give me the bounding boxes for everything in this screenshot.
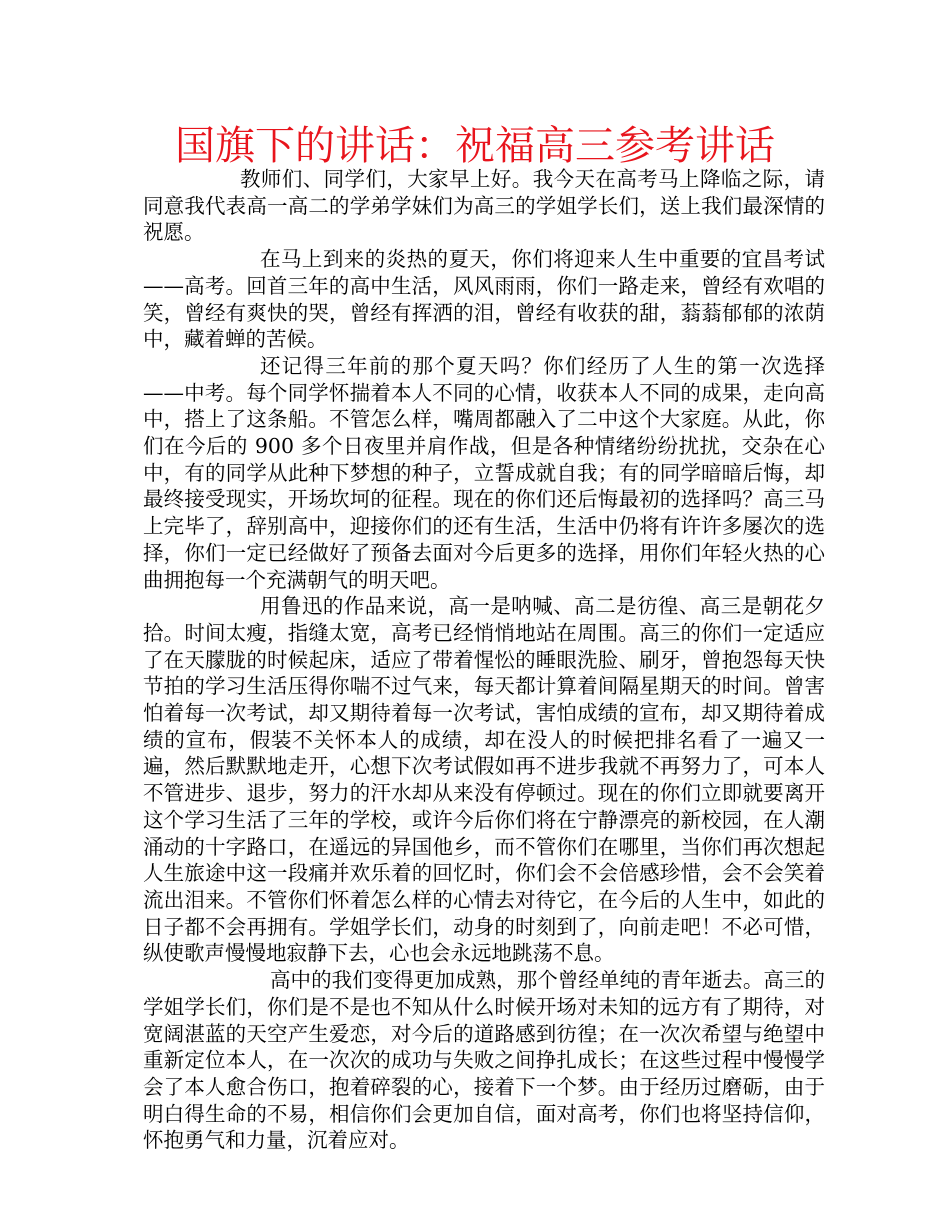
paragraph-summer: 在马上到来的炎热的夏天，你们将迎来人生中重要的宜昌考试——高考。回首三年的高中生活，风风雨雨，你们一路走来，曾经有欢唱的笑，曾经有爽快的哭，曾经有挥洒的泪，曾经有收获的甜，蓊蓊郁郁的浓荫中，藏着蝉的苦候。 bbox=[143, 247, 825, 352]
document-body bbox=[143, 166, 825, 1154]
paragraph-lu-xun: 用鲁迅的作品来说，高一是呐喊、高二是彷徨、高三是朝花夕拾。时间太瘦，指缝太宽，高考已经悄悄地站在周围。高三的你们一定适应了在天朦胧的时候起床，适应了带着惺忪的睡眼洗脸、刷牙，曾抱怨每天快节拍的学习生活压得你喘不过气来，每天都计算着间隔星期天的时间。曾害怕着每一次考试，却又期待着每一次考试，害怕成绩的宣布，却又期待着成绩的宣布，假装不关怀本人的成绩，却在没人的时候把排名看了一遍又一遍，然后默默地走开，心想下次考试假如再不进步我就不再努力了，可本人不管进步、退步，努力的汗水却从来没有停顿过。现在的你们立即就要离开这个学习生活了三年的学校，或许今后你们将在宁静漂亮的新校园，在人潮涌动的十字路口，在遥远的异国他乡，而不管你们在哪里，当你们再次想起人生旅途中这一段痛并欢乐着的回忆时，你们会不会倍感珍惜，会不会笑着流出泪来。不管你们怀着怎么样的心情去对待它，在今后的人生中，如此的日子都不会再拥有。学姐学长们，动身的时刻到了，向前走吧！不必可惜，纵使歌声慢慢地寂静下去，心也会永远地跳荡不息。 bbox=[143, 594, 825, 966]
paragraph-greeting: 教师们、同学们，大家早上好。我今天在高考马上降临之际，请同意我代表高一高二的学弟学妹们为高三的学姐学长们，送上我们最深情的祝愿。 bbox=[143, 167, 825, 245]
paragraph-memory: 还记得三年前的那个夏天吗？你们经历了人生的第一次选择——中考。每个同学怀揣着本人不同的心情，收获本人不同的成果，走向高中，搭上了这条船。不管怎么样，嘴周都融入了二中这个大家庭。从此，你们在今后的 900 多个日夜里并肩作战，但是各种情绪纷纷扰扰，交杂在心中，有的同学从此种下梦想的种子，立誓成就自我；有的同学暗暗后悔，却最终接受现实，开场坎坷的征程。现在的你们还后悔最初的选择吗？高三马上完毕了，辞别高中，迎接你们的还有生活，生活中仍将有许许多屡次的选择，你们一定已经做好了预备去面对今后更多的选择，用你们年轻火热的心曲拥抱每一个充满朝气的明天吧。 bbox=[143, 353, 825, 592]
paragraph-growth: 高中的我们变得更加成熟，那个曾经单纯的青年逝去。高三的学姐学长们，你们是不是也不知从什么时候开场对未知的远方有了期待，对宽阔湛蓝的天空产生爱恋，对今后的道路感到彷徨；在一次次希望与绝望中重新定位本人，在一次次的成功与失败之间挣扎成长；在这些过程中慢慢学会了本人愈合伤口，抱着碎裂的心，接着下一个梦。由于经历过磨砺，由于明白得生命的不易，相信你们会更加自信，面对高考，你们也将坚持信仰，怀抱勇气和力量，沉着应对。 bbox=[143, 968, 825, 1153]
document-title: 国旗下的讲话：祝福高三参考讲话 bbox=[175, 123, 775, 169]
